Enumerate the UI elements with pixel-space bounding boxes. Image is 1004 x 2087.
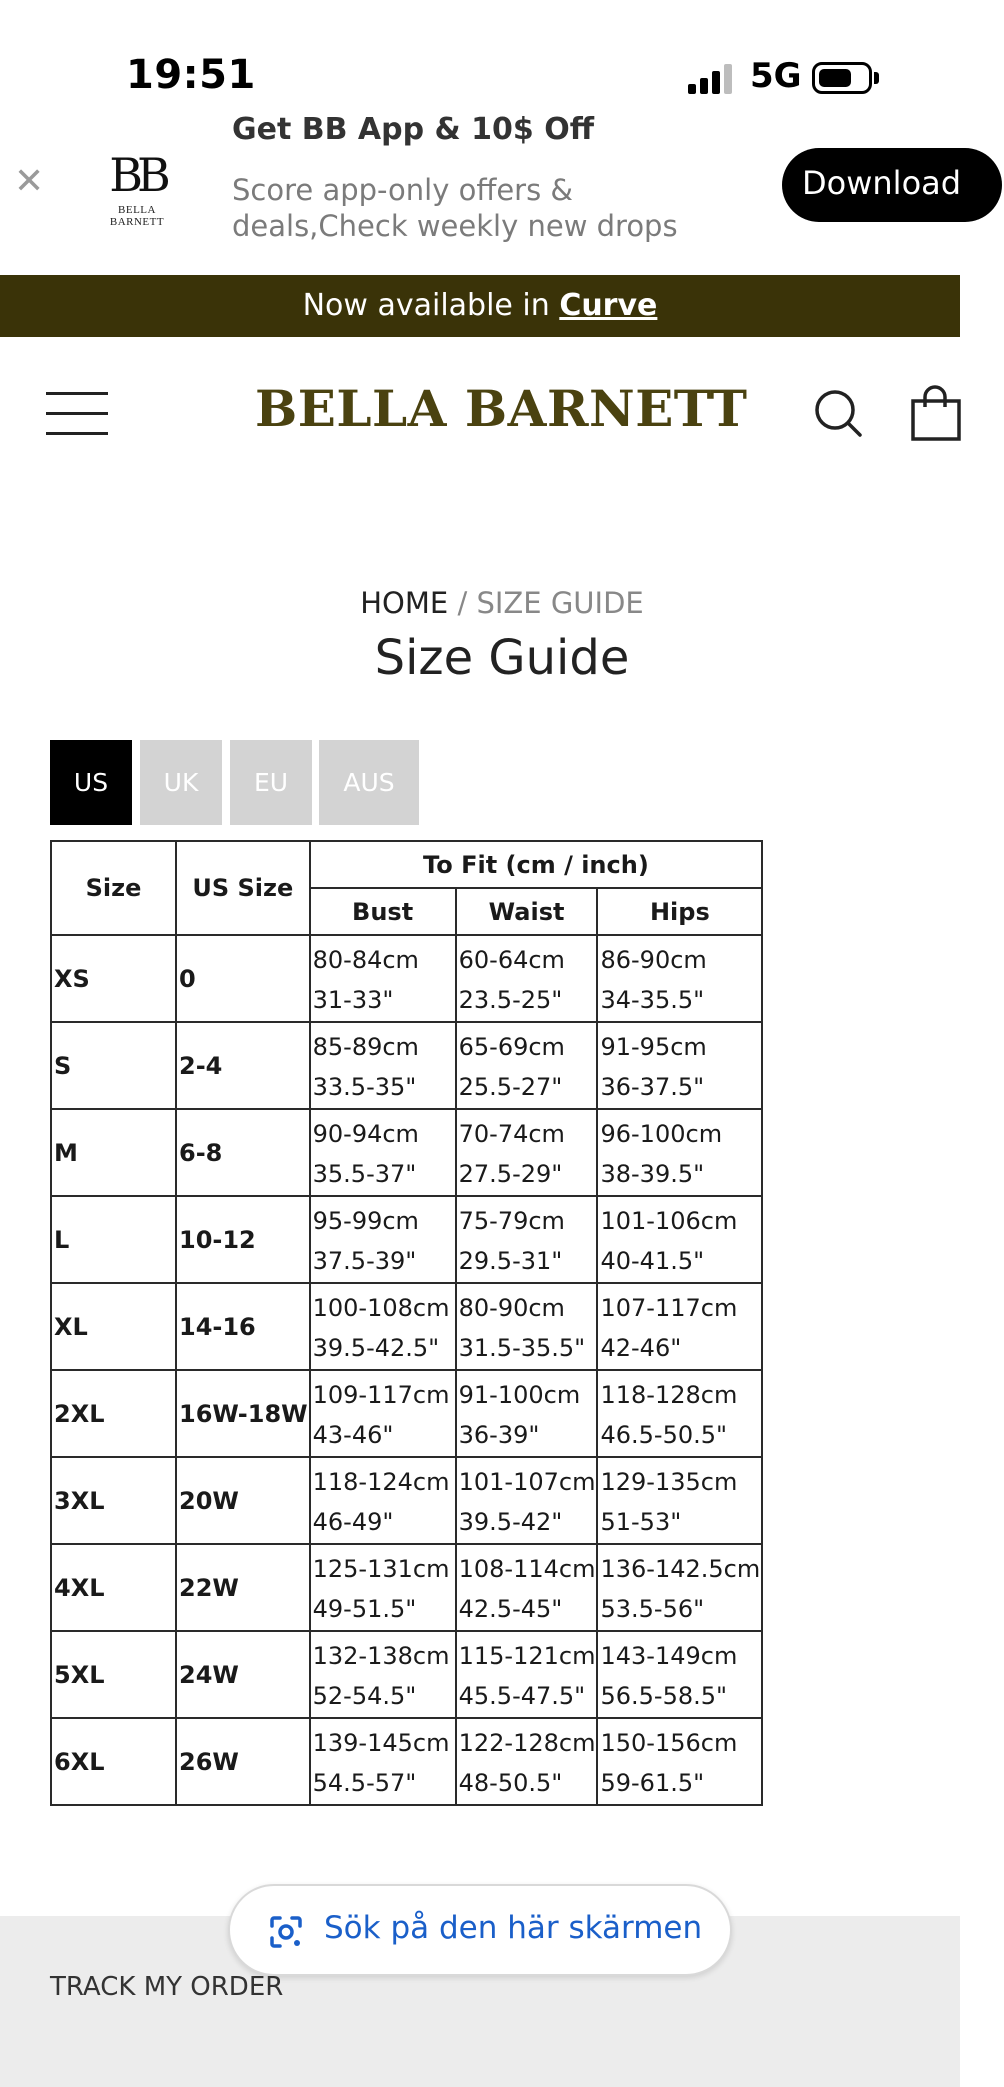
bust-cell-value: 52-54.5" (312, 1682, 417, 1710)
network-type: 5G (750, 56, 802, 96)
hips-cell-value: 143-149cm (600, 1642, 738, 1670)
bust-cell (310, 1196, 456, 1283)
page-title: Size Guide (374, 630, 630, 686)
size-cell-value: S (54, 1051, 72, 1080)
header-to-fit: To Fit (cm / inch) (310, 841, 763, 888)
cellular-signal-icon (688, 64, 732, 94)
table-row (51, 1544, 762, 1631)
waist-cell-value: 60-64cm (458, 946, 565, 974)
lens-search-button[interactable] (228, 1884, 732, 1976)
header-bust: Bust (310, 888, 456, 935)
waist-cell-value: 36-39" (458, 1421, 540, 1449)
waist-cell-value: 27.5-29" (458, 1160, 563, 1188)
hips-cell-value: 150-156cm (600, 1729, 738, 1757)
waist-cell-value: 65-69cm (458, 1033, 565, 1061)
size-cell (51, 935, 176, 1022)
us-size-cell-value: 24W (179, 1660, 239, 1689)
size-cell-value: 5XL (54, 1660, 105, 1689)
hips-cell (597, 1718, 762, 1805)
hips-cell (597, 1109, 762, 1196)
bust-cell-value: 49-51.5" (312, 1595, 417, 1623)
hips-cell-value: 59-61.5" (600, 1769, 705, 1797)
header-hips: Hips (597, 888, 762, 935)
size-cell-value: XS (54, 964, 90, 993)
bust-cell-value: 118-124cm (312, 1468, 450, 1496)
bust-cell-value: 125-131cm (312, 1555, 450, 1583)
bust-cell-value: 54.5-57" (312, 1769, 417, 1797)
waist-cell-value: 75-79cm (458, 1207, 565, 1235)
waist-cell (456, 1109, 598, 1196)
waist-cell (456, 1544, 598, 1631)
tab-uk[interactable]: UK (140, 740, 222, 825)
bust-cell-value: 85-89cm (312, 1033, 419, 1061)
waist-cell (456, 1631, 598, 1718)
table-row (51, 1022, 762, 1109)
waist-cell (456, 935, 598, 1022)
bust-cell-value: 100-108cm (312, 1294, 450, 1322)
header-waist: Waist (456, 888, 598, 935)
waist-cell-value: 39.5-42" (458, 1508, 563, 1536)
battery-nub (874, 72, 879, 84)
banner-description: Score app-only offers & deals,Check weekly new drops (232, 173, 678, 243)
size-cell-value: 6XL (54, 1747, 105, 1776)
us-size-cell-value: 20W (179, 1486, 239, 1515)
hips-cell (597, 1370, 762, 1457)
breadcrumb-home[interactable]: HOME (360, 586, 449, 620)
waist-cell-value: 108-114cm (458, 1555, 596, 1583)
us-size-cell-value: 6-8 (179, 1138, 223, 1167)
hips-cell-value: 53.5-56" (600, 1595, 705, 1623)
size-cell-value: L (54, 1225, 70, 1254)
banner-title: Get BB App & 10$ Off (232, 112, 595, 147)
waist-cell (456, 1370, 598, 1457)
size-cell (51, 1457, 176, 1544)
app-logo (92, 148, 182, 242)
hips-cell-value: 86-90cm (600, 946, 707, 974)
hips-cell (597, 1283, 762, 1370)
site-header (0, 337, 960, 487)
bust-cell (310, 1718, 456, 1805)
waist-cell (456, 1196, 598, 1283)
bust-cell (310, 1457, 456, 1544)
size-cell (51, 1109, 176, 1196)
bust-cell (310, 1544, 456, 1631)
us-size-cell-value: 26W (179, 1747, 239, 1776)
hips-cell-value: 91-95cm (600, 1033, 707, 1061)
brand-logo[interactable]: BELLA BARNETT (255, 379, 748, 438)
lens-search-label: Sök på den här skärmen (324, 1910, 703, 1946)
us-size-cell-value: 16W-18W (179, 1399, 308, 1428)
bust-cell (310, 1022, 456, 1109)
search-icon[interactable] (814, 389, 862, 437)
hips-cell-value: 42-46" (600, 1334, 682, 1362)
bust-cell-value: 90-94cm (312, 1120, 419, 1148)
table-row (51, 1196, 762, 1283)
size-cell-value: M (54, 1138, 78, 1167)
bust-cell-value: 31-33" (312, 986, 394, 1014)
logo-text: BELLA BARNETT (109, 204, 165, 228)
waist-cell-value: 115-121cm (458, 1642, 596, 1670)
us-size-cell-value: 10-12 (179, 1225, 256, 1254)
hips-cell (597, 1196, 762, 1283)
status-time: 19:51 (126, 52, 256, 98)
hips-cell-value: 40-41.5" (600, 1247, 705, 1275)
us-size-cell-value: 22W (179, 1573, 239, 1602)
waist-cell-value: 48-50.5" (458, 1769, 563, 1797)
hips-cell (597, 1457, 762, 1544)
size-cell (51, 1631, 176, 1718)
promo-text: Now available in (302, 288, 560, 323)
us-size-cell (176, 1370, 310, 1457)
table-row (51, 1718, 762, 1805)
hips-cell (597, 1022, 762, 1109)
size-cell (51, 1544, 176, 1631)
hips-cell-value: 96-100cm (600, 1120, 723, 1148)
bust-cell (310, 935, 456, 1022)
hips-cell-value: 38-39.5" (600, 1160, 705, 1188)
size-cell-value: 4XL (54, 1573, 105, 1602)
waist-cell (456, 1022, 598, 1109)
hips-cell-value: 107-117cm (600, 1294, 738, 1322)
waist-cell-value: 91-100cm (458, 1381, 581, 1409)
us-size-cell (176, 1022, 310, 1109)
bust-cell-value: 37.5-39" (312, 1247, 417, 1275)
breadcrumb-current: SIZE GUIDE (476, 586, 644, 620)
bust-cell-value: 95-99cm (312, 1207, 419, 1235)
size-cell (51, 1022, 176, 1109)
shopping-bag-icon[interactable] (910, 385, 960, 441)
bust-cell-value: 46-49" (312, 1508, 394, 1536)
track-order-link[interactable]: TRACK MY ORDER (50, 1972, 284, 2002)
us-size-cell (176, 1718, 310, 1805)
waist-cell (456, 1457, 598, 1544)
us-size-cell-value: 0 (179, 964, 196, 993)
us-size-cell (176, 1196, 310, 1283)
tab-aus[interactable]: AUS (319, 740, 419, 825)
table-row (51, 1109, 762, 1196)
battery-icon (812, 62, 872, 94)
size-cell (51, 1196, 176, 1283)
us-size-cell (176, 1631, 310, 1718)
bust-cell (310, 1109, 456, 1196)
size-cell-value: 2XL (54, 1399, 105, 1428)
header-size: Size (51, 841, 176, 935)
us-size-cell (176, 1457, 310, 1544)
hips-cell-value: 129-135cm (600, 1468, 738, 1496)
hips-cell-value: 51-53" (600, 1508, 682, 1536)
hips-cell-value: 136-142.5cm (600, 1555, 761, 1583)
hips-cell-value: 56.5-58.5" (600, 1682, 728, 1710)
lens-camera-icon (268, 1914, 304, 1950)
menu-icon[interactable] (46, 392, 108, 436)
us-size-cell (176, 1283, 310, 1370)
status-bar (0, 0, 960, 130)
bust-cell (310, 1370, 456, 1457)
table-row (51, 1457, 762, 1544)
hips-cell-value: 36-37.5" (600, 1073, 705, 1101)
breadcrumb (0, 586, 1004, 620)
us-size-cell (176, 935, 310, 1022)
hips-cell (597, 935, 762, 1022)
bust-cell (310, 1631, 456, 1718)
bust-cell-value: 132-138cm (312, 1642, 450, 1670)
hips-cell-value: 46.5-50.5" (600, 1421, 728, 1449)
hips-cell (597, 1544, 762, 1631)
waist-cell-value: 70-74cm (458, 1120, 565, 1148)
us-size-cell (176, 1109, 310, 1196)
size-cell (51, 1283, 176, 1370)
promo-link-curve[interactable]: Curve (559, 288, 658, 323)
logo-monogram: BB (109, 148, 165, 202)
us-size-cell-value: 14-16 (179, 1312, 256, 1341)
table-row (51, 1283, 762, 1370)
bust-cell (310, 1283, 456, 1370)
bust-cell-value: 35.5-37" (312, 1160, 417, 1188)
waist-cell-value: 45.5-47.5" (458, 1682, 586, 1710)
bust-cell-value: 80-84cm (312, 946, 419, 974)
size-cell-value: XL (54, 1312, 88, 1341)
size-cell (51, 1718, 176, 1805)
hips-cell-value: 34-35.5" (600, 986, 705, 1014)
table-row (51, 1370, 762, 1457)
promo-bar (0, 275, 960, 337)
size-cell (51, 1370, 176, 1457)
waist-cell-value: 29.5-31" (458, 1247, 563, 1275)
size-cell-value: 3XL (54, 1486, 105, 1515)
waist-cell-value: 101-107cm (458, 1468, 596, 1496)
bust-cell-value: 33.5-35" (312, 1073, 417, 1101)
waist-cell-value: 80-90cm (458, 1294, 565, 1322)
header-us-size: US Size (176, 841, 310, 935)
hips-cell-value: 118-128cm (600, 1381, 738, 1409)
waist-cell-value: 31.5-35.5" (458, 1334, 586, 1362)
close-icon[interactable]: ✕ (14, 161, 45, 202)
waist-cell-value: 23.5-25" (458, 986, 563, 1014)
download-button[interactable]: Download (782, 148, 1002, 222)
breadcrumb-separator: / (457, 586, 468, 620)
us-size-cell-value: 2-4 (179, 1051, 223, 1080)
tab-us[interactable]: US (50, 740, 132, 825)
tab-eu[interactable]: EU (230, 740, 312, 825)
app-download-banner (0, 112, 962, 275)
waist-cell (456, 1283, 598, 1370)
bust-cell-value: 39.5-42.5" (312, 1334, 440, 1362)
hips-cell-value: 101-106cm (600, 1207, 738, 1235)
table-row (51, 935, 762, 1022)
waist-cell-value: 42.5-45" (458, 1595, 563, 1623)
waist-cell-value: 122-128cm (458, 1729, 596, 1757)
waist-cell (456, 1718, 598, 1805)
bust-cell-value: 109-117cm (312, 1381, 450, 1409)
waist-cell-value: 25.5-27" (458, 1073, 563, 1101)
us-size-cell (176, 1544, 310, 1631)
table-row (51, 1631, 762, 1718)
bust-cell-value: 43-46" (312, 1421, 394, 1449)
hips-cell (597, 1631, 762, 1718)
size-guide-table (50, 840, 763, 1806)
bust-cell-value: 139-145cm (312, 1729, 450, 1757)
